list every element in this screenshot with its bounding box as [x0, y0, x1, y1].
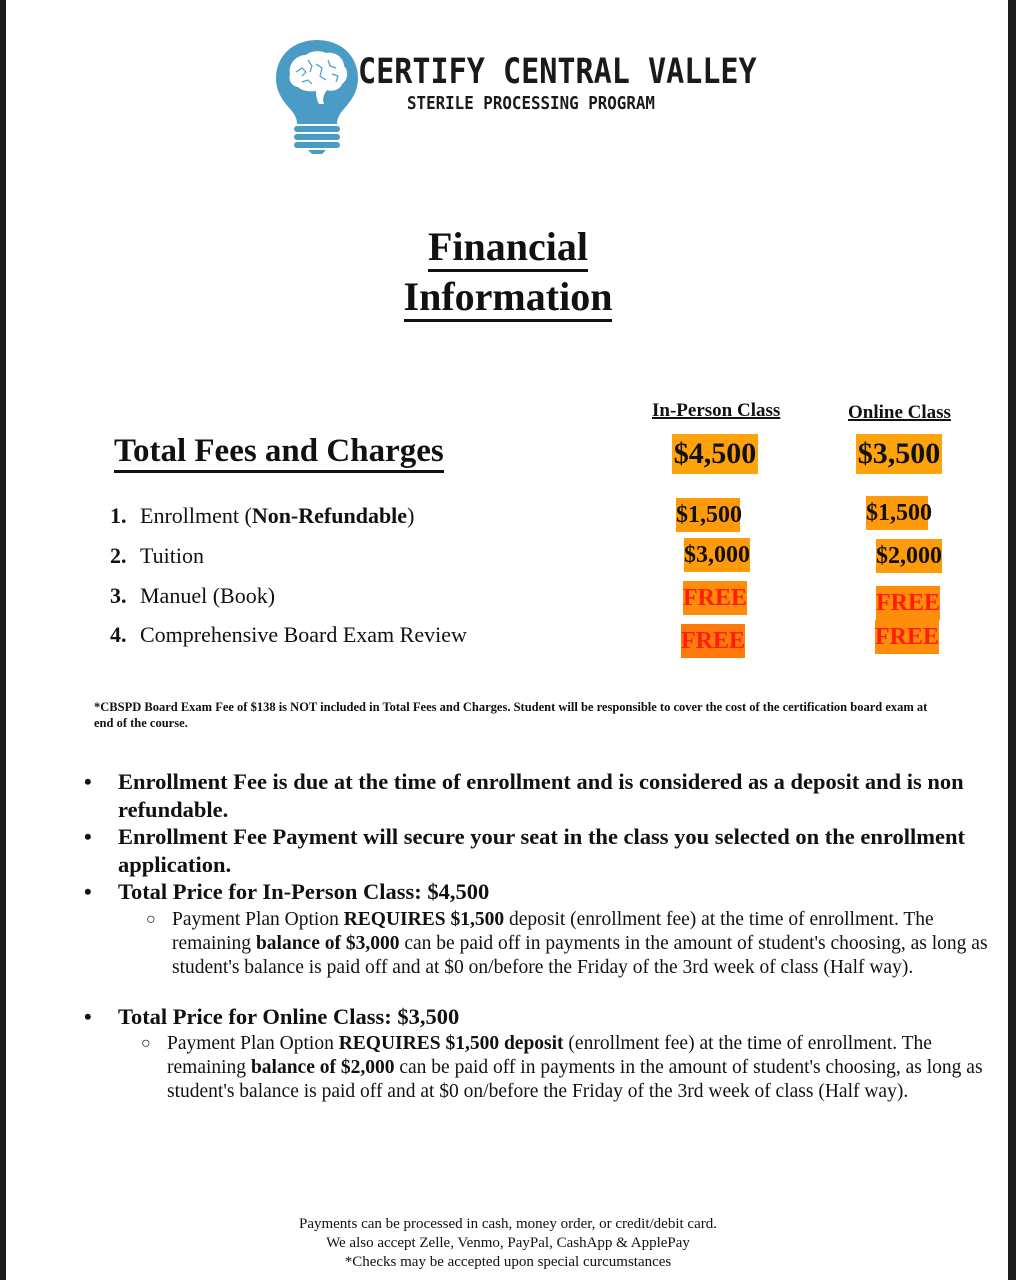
in-person-enrollment-value: $1,500	[676, 498, 740, 532]
brand-name: CERTIFY CENTRAL VALLEY	[358, 52, 757, 92]
fee-item-enrollment: 1. Enrollment (Non-Refundable)	[110, 503, 415, 528]
brand-subtitle: STERILE PROCESSING PROGRAM	[407, 93, 655, 114]
fee-item-board-review: 4. Comprehensive Board Exam Review	[110, 622, 467, 647]
fee-item-manual: 3. Manuel (Book)	[110, 583, 276, 608]
page-title-line1: Financial	[0, 222, 1016, 272]
online-tuition-value: $2,000	[876, 539, 942, 573]
bullet-dot-icon: •	[84, 824, 92, 849]
column-head-in-person: In-Person Class	[652, 400, 781, 421]
bullet-enrollment-fee: • Enrollment Fee is due at the time of enrollment and is considered as a deposit and is non refundable.	[84, 769, 964, 822]
in-person-manual-value: FREE	[683, 581, 747, 615]
total-in-person: $4,500	[672, 434, 758, 474]
lightbulb-brain-icon	[272, 38, 362, 154]
circle-bullet-icon: ○	[141, 1035, 151, 1052]
sub-bullet-in-person-plan: ○ Payment Plan Option REQUIRES $1,500 deposit (enrollment fee) at the time of enrollment. The remaining balance of $3,000 can be paid off in payments in the amount of student's choosing, as long as student's balance is paid off and at $0 on/before the Friday of the 3rd week of class (Half way).	[146, 909, 988, 978]
logo	[272, 38, 757, 156]
circle-bullet-icon: ○	[146, 911, 156, 928]
bullet-seat-secure: • Enrollment Fee Payment will secure your seat in the class you selected on the enrollment application.	[84, 824, 965, 877]
bullet-in-person-price: • Total Price for In-Person Class: $4,500	[84, 879, 490, 904]
bullet-dot-icon: •	[84, 879, 92, 904]
column-head-online: Online Class	[848, 402, 951, 423]
bullet-dot-icon: •	[84, 1004, 92, 1029]
page-title-line2: Information	[0, 272, 1016, 322]
exam-fee-note: *CBSPD Board Exam Fee of $138 is NOT included in Total Fees and Charges. Student will be responsible to cover the cost of the certification board exam at end of the course.	[94, 700, 928, 730]
bullet-online-price: • Total Price for Online Class: $3,500	[84, 1004, 460, 1029]
bullet-dot-icon: •	[84, 769, 92, 794]
fees-heading: Total Fees and Charges	[114, 432, 444, 473]
in-person-review-value: FREE	[681, 624, 745, 658]
total-online: $3,500	[856, 434, 942, 474]
online-enrollment-value: $1,500	[866, 496, 928, 530]
sub-bullet-online-plan: ○ Payment Plan Option REQUIRES $1,500 deposit (enrollment fee) at the time of enrollment. The remaining balance of $2,000 can be paid off in payments in the amount of student's choosing, as long as student's balance is paid off and at $0 on/before the Friday of the 3rd week of class (Half way).	[141, 1033, 983, 1102]
footer-line-3: *Checks may be accepted upon special curcumstances	[344, 1254, 672, 1270]
fee-item-tuition: 2. Tuition	[110, 543, 205, 568]
payment-methods-footer	[0, 1215, 1016, 1272]
in-person-tuition-value: $3,000	[684, 538, 750, 572]
online-review-value: FREE	[875, 620, 939, 654]
footer-line-2: We also accept Zelle, Venmo, PayPal, CashApp & ApplePay	[326, 1235, 690, 1251]
online-manual-value: FREE	[876, 586, 940, 620]
footer-line-1: Payments can be processed in cash, money order, or credit/debit card.	[298, 1216, 717, 1232]
